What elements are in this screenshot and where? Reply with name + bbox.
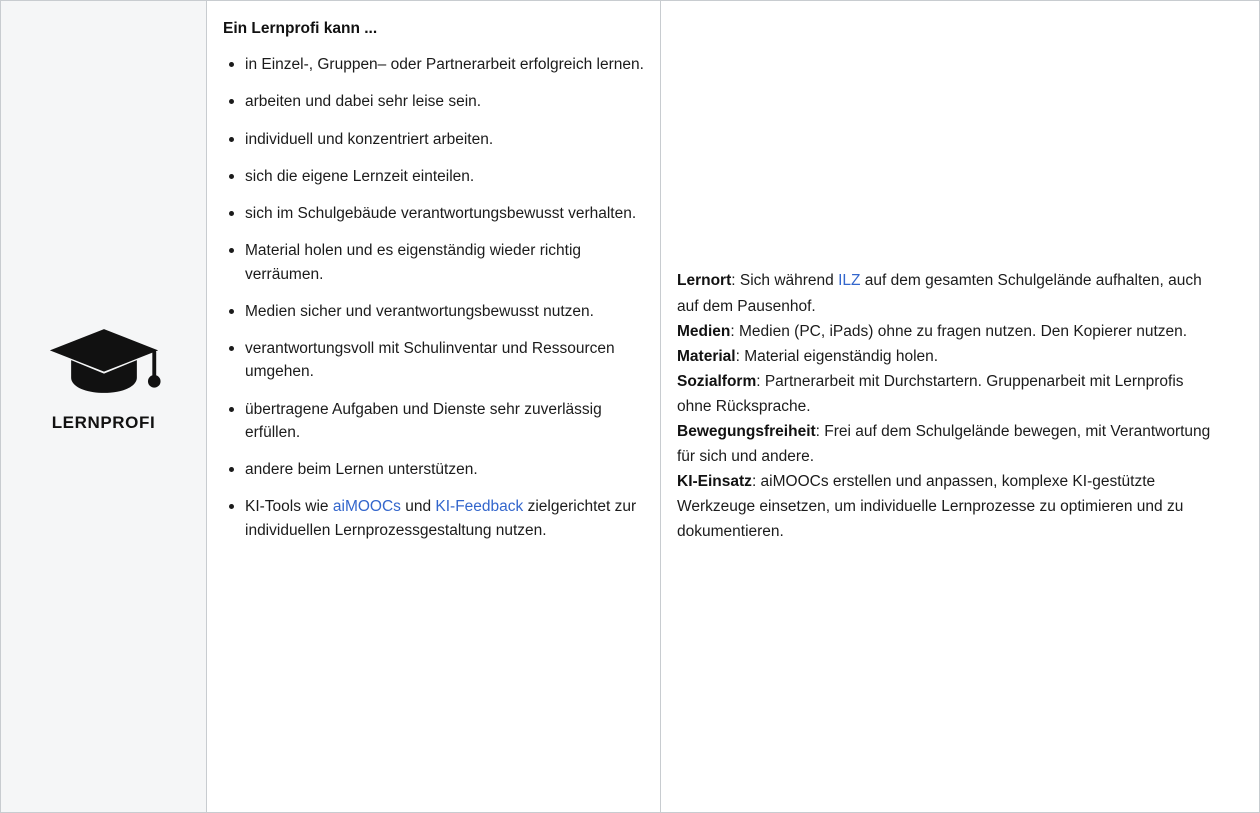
detail-term: Medien [677, 322, 731, 340]
list-item: arbeiten und dabei sehr leise sein. [223, 90, 644, 113]
list-item: Material holen und es eigenständig wieder richtig verräumen. [223, 239, 644, 286]
list-item: sich im Schulgebäude verantwortungsbewusst verhalten. [223, 202, 644, 225]
list-item: individuell und konzentriert arbeiten. [223, 128, 644, 151]
inline-link[interactable]: KI-Feedback [435, 498, 524, 516]
detail-entry: Lernort: Sich während ILZ auf dem gesamten Schulgelände aufhalten, auch auf dem Pausenhof. [677, 272, 1202, 315]
list-item: KI-Tools wie aiMOOCs und KI-Feedback zielgerichtet zur individuellen Lernprozessgestaltung nutzen. [223, 495, 644, 542]
detail-term: Sozialform [677, 372, 757, 390]
badge-cell [0, 0, 207, 813]
detail-term: KI-Einsatz [677, 473, 752, 491]
skills-list [223, 53, 644, 542]
list-item: sich die eigene Lernzeit einteilen. [223, 165, 644, 188]
inline-link[interactable]: ILZ [838, 272, 861, 290]
list-item: Medien sicher und verantwortungsbewusst nutzen. [223, 300, 644, 323]
detail-entry: Sozialform: Partnerarbeit mit Durchstartern. Gruppenarbeit mit Lernprofis ohne Rücksprache. [677, 372, 1184, 415]
skills-cell [207, 0, 661, 813]
detail-entry: Material: Material eigenständig holen. [677, 347, 939, 365]
detail-term: Lernort [677, 272, 732, 290]
graduation-cap-icon [46, 325, 162, 399]
detail-entry: KI-Einsatz: aiMOOCs erstellen und anpassen, komplexe KI-gestützte Werkzeuge einsetzen, um individuelle Lernprozesse zu optimieren und zu dokumentieren. [677, 473, 1184, 541]
list-item: in Einzel-, Gruppen– oder Partnerarbeit erfolgreich lernen. [223, 53, 644, 76]
detail-entry: Medien: Medien (PC, iPads) ohne zu fragen nutzen. Den Kopierer nutzen. [677, 322, 1188, 340]
skills-title: Ein Lernprofi kann ... [223, 20, 378, 37]
list-item: übertragene Aufgaben und Dienste sehr zuverlässig erfüllen. [223, 398, 644, 445]
detail-term: Material [677, 347, 736, 365]
badge-wrap [46, 325, 162, 433]
inline-link[interactable]: aiMOOCs [332, 498, 401, 516]
detail-entry: Bewegungsfreiheit: Frei auf dem Schulgelände bewegen, mit Verantwortung für sich und andere. [677, 423, 1211, 466]
detail-term: Bewegungsfreiheit [677, 423, 816, 441]
badge-label: LERNPROFI [51, 412, 156, 432]
details-body [677, 268, 1243, 544]
list-item: verantwortungsvoll mit Schulinventar und Ressourcen umgehen. [223, 337, 644, 384]
list-item: andere beim Lernen unterstützen. [223, 458, 644, 481]
details-cell [661, 0, 1260, 813]
